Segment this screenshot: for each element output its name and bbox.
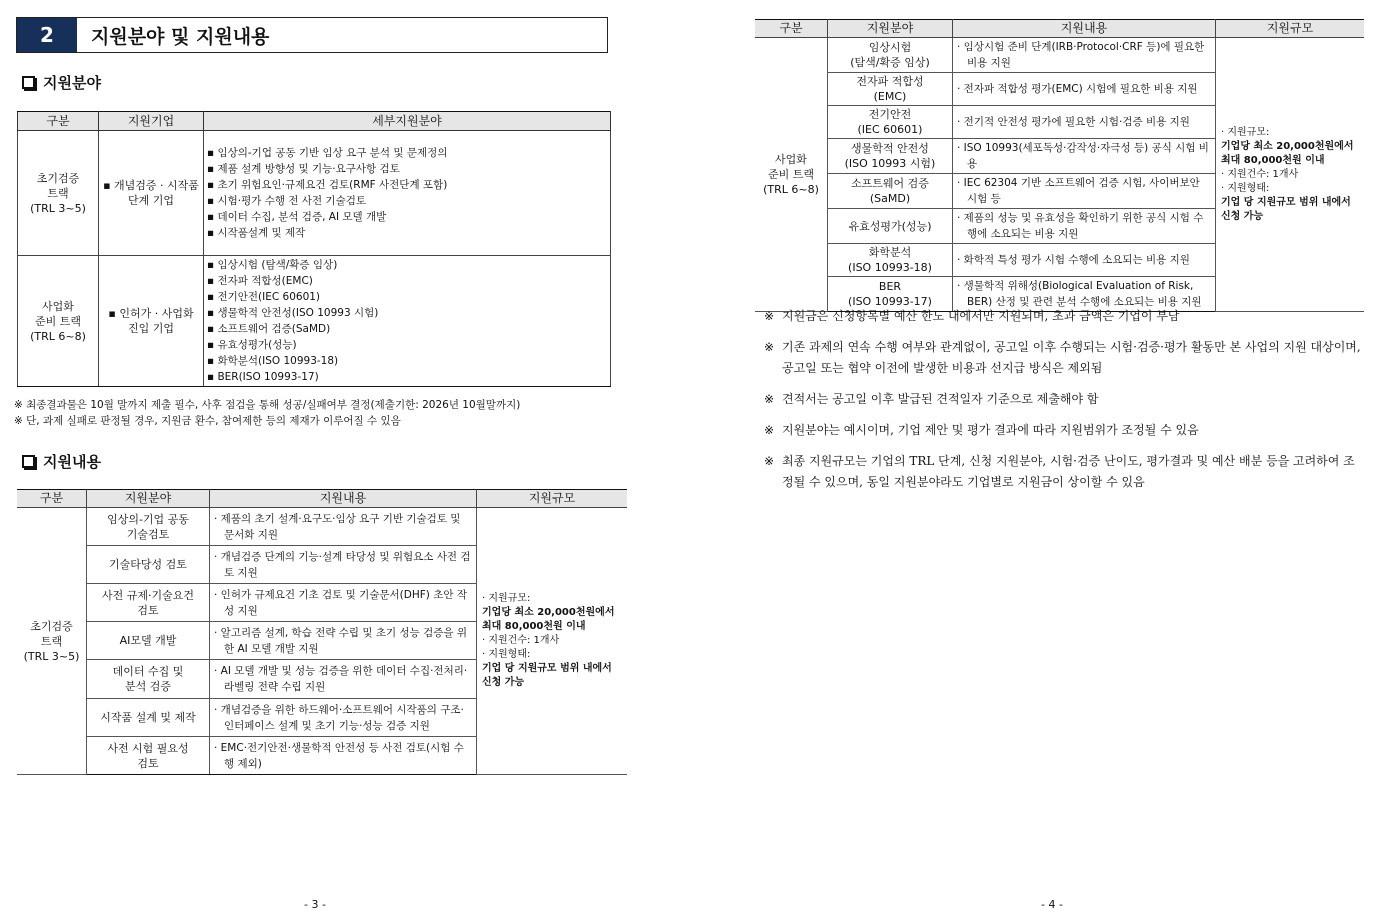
column-header: 지원내용	[953, 20, 1216, 38]
content-cell: · 임상시험 준비 단계(IRB·Protocol·CRF 등)에 필요한 비용 지원	[953, 38, 1216, 73]
support-field-notes	[14, 397, 520, 429]
note-line: ※ 단, 과제 실패로 판정될 경우, 지원금 환수, 참여제한 등의 제재가 이루어질 수 있음	[14, 415, 401, 427]
scale-line: 기업 당 지원규모 범위 내에서 신청 가능	[1221, 196, 1351, 222]
list-item: ▪ 시작품설계 및 제작	[207, 227, 306, 239]
page-number: - 4 -	[1041, 898, 1063, 911]
note-item	[764, 389, 1364, 410]
scale-cell	[1216, 38, 1365, 312]
column-header: 지원규모	[477, 490, 628, 508]
field-cell: 사전 규제·기술요건 검토	[87, 584, 210, 622]
list-item: ▪ 데이터 수집, 분석 검증, AI 모델 개발	[207, 211, 387, 223]
field-cell: 사전 시험 필요성 검토	[87, 737, 210, 775]
content-cell: · 전자파 적합성 평가(EMC) 시험에 필요한 비용 지원	[953, 73, 1216, 106]
section-number-badge: 2	[17, 18, 77, 52]
column-header: 구분	[755, 20, 828, 38]
table-header-row	[18, 112, 611, 131]
list-item: ▪ 전기안전(IEC 60601)	[207, 291, 321, 303]
column-header: 지원내용	[210, 490, 477, 508]
field-cell: 유효성평가(성능)	[828, 209, 953, 244]
field-cell: 화학분석 (ISO 10993-18)	[828, 244, 953, 277]
note-mark: ※	[764, 392, 775, 406]
field-cell: 전자파 적합성 (EMC)	[828, 73, 953, 106]
table-row	[18, 131, 611, 256]
note-text: 지원분야는 예시이며, 기업 제안 및 평가 결과에 따라 지원범위가 조정될 수 있음	[782, 423, 1199, 437]
field-cell: 생물학적 안전성 (ISO 10993 시험)	[828, 139, 953, 174]
note-item	[764, 451, 1364, 493]
subheading-label: 지원분야	[43, 74, 101, 92]
content-cell: · 전기적 안전성 평가에 필요한 시험·검증 비용 지원	[953, 106, 1216, 139]
company-cell: ▪ 개념검증 · 시작품 단계 기업	[99, 131, 204, 256]
content-cell: · 인허가 규제요건 기초 검토 및 기술문서(DHF) 초안 작성 지원	[210, 584, 477, 622]
note-mark: ※	[764, 454, 775, 468]
company-cell: ▪ 인허가 · 사업화 진입 기업	[99, 256, 204, 387]
list-item: ▪ 임상의-기업 공동 기반 임상 요구 분석 및 문제정의	[207, 147, 448, 159]
list-item: ▪ 생물학적 안전성(ISO 10993 시험)	[207, 307, 379, 319]
category-cell: 초기검증 트랙 (TRL 3~5)	[17, 508, 87, 775]
field-cell: 전기안전 (IEC 60601)	[828, 106, 953, 139]
scale-line: 기업 당 지원규모 범위 내에서 신청 가능	[482, 663, 612, 688]
scale-line: · 지원건수: 1개사	[1221, 168, 1299, 180]
scale-line: · 지원형태:	[482, 649, 531, 660]
column-header: 구분	[17, 490, 87, 508]
content-cell: · EMC·전기안전·생물학적 안전성 등 사전 검토(시험 수행 제외)	[210, 737, 477, 775]
field-cell: BER (ISO 10993-17)	[828, 277, 953, 312]
column-header: 지원분야	[87, 490, 210, 508]
note-mark: ※	[764, 340, 775, 354]
scale-cell	[477, 508, 628, 775]
items-cell	[204, 131, 611, 256]
table-header-row	[755, 20, 1364, 38]
table-row	[17, 508, 627, 546]
subheading-label: 지원내용	[43, 453, 101, 471]
scale-line: 기업당 최소 20,000천원에서 최대 80,000천원 이내	[1221, 140, 1354, 166]
note-text: 견적서는 공고일 이후 발급된 견적일자 기준으로 제출해야 함	[782, 392, 1099, 406]
note-item	[764, 337, 1364, 379]
checkbox-icon	[22, 76, 35, 89]
column-header: 구분	[18, 112, 99, 131]
content-cell: · AI 모델 개발 및 성능 검증을 위한 데이터 수집·전처리·라벨링 전략 수립 지원	[210, 660, 477, 699]
note-text: 지원금은 신청항목별 예산 한도 내에서만 지원되며, 초과 금액은 기업이 부담	[782, 309, 1180, 323]
section-title: 지원분야 및 지원내용	[91, 25, 270, 48]
field-cell: 기술타당성 검토	[87, 546, 210, 584]
list-item: ▪ 시험·평가 수행 전 사전 기술검토	[207, 195, 367, 207]
field-cell: 소프트웨어 검증 (SaMD)	[828, 174, 953, 209]
table-row	[18, 256, 611, 387]
list-item: ▪ 전자파 적합성(EMC)	[207, 275, 313, 287]
column-header: 지원규모	[1216, 20, 1365, 38]
scale-line: · 지원규모:	[1221, 126, 1270, 138]
category-cell: 초기검증 트랙 (TRL 3~5)	[18, 131, 99, 256]
content-cell: · IEC 62304 기반 소프트웨어 검증 시험, 사이버보안 시험 등	[953, 174, 1216, 209]
list-item: ▪ BER(ISO 10993-17)	[207, 371, 319, 383]
list-item: ▪ 초기 위험요인·규제요건 검토(RMF 사전단계 포함)	[207, 179, 448, 191]
items-cell	[204, 256, 611, 387]
note-item	[764, 420, 1364, 441]
page-4-notes	[764, 306, 1364, 503]
note-text: 기존 과제의 연속 수행 여부와 관계없이, 공고일 이후 수행되는 시험·검증·평가 활동만 본 사업의 지원 대상이며, 공고일 또는 협약 이전에 발생한 비용과 선지급 방식은 제외됨	[782, 340, 1361, 375]
subheading-support-field	[22, 72, 101, 93]
page-3	[0, 0, 690, 919]
content-cell: · 제품의 초기 설계·요구도·임상 요구 기반 기술검토 및 문서화 지원	[210, 508, 477, 546]
content-cell: · 개념검증 단계의 기능·설계 타당성 및 위험요소 사전 검토 지원	[210, 546, 477, 584]
content-cell: · 제품의 성능 및 유효성을 확인하기 위한 공식 시험 수행에 소요되는 비용 지원	[953, 209, 1216, 244]
field-cell: 임상시험 (탐색/확증 임상)	[828, 38, 953, 73]
field-cell: 임상의-기업 공동 기술검토	[87, 508, 210, 546]
column-header: 지원기업	[99, 112, 204, 131]
content-cell: · 알고리즘 설계, 학습 전략 수립 및 초기 성능 검증을 위한 AI 모델 개발 지원	[210, 622, 477, 660]
support-content-table-commercial	[755, 19, 1364, 312]
note-text: 최종 지원규모는 기업의 TRL 단계, 신청 지원분야, 시험·검증 난이도, 평가결과 및 예산 배분 등을 고려하여 조정될 수 있으며, 동일 지원분야라도 기업별로 지원금이 상이할 수 있음	[782, 454, 1355, 489]
note-mark: ※	[764, 423, 775, 437]
list-item: ▪ 유효성평가(성능)	[207, 339, 297, 351]
scale-line: · 지원건수: 1개사	[482, 635, 560, 646]
note-item	[764, 306, 1364, 327]
note-line: ※ 최종결과물은 10월 말까지 제출 필수, 사후 점검을 통해 성공/실패여부 결정(제출기한: 2026년 10월말까지)	[14, 399, 521, 411]
column-header: 세부지원분야	[204, 112, 611, 131]
section-header	[16, 17, 608, 53]
column-header: 지원분야	[828, 20, 953, 38]
support-field-table	[17, 111, 611, 387]
content-cell: · ISO 10993(세포독성·감작성·자극성 등) 공식 시험 비용	[953, 139, 1216, 174]
field-cell: 시작품 설계 및 제작	[87, 699, 210, 737]
field-cell: AI모델 개발	[87, 622, 210, 660]
table-header-row	[17, 490, 627, 508]
content-cell: · 개념검증을 위한 하드웨어·소프트웨어 시작품의 구조·인터페이스 설계 및 초기 기능·성능 검증 지원	[210, 699, 477, 737]
scale-line: 기업당 최소 20,000천원에서 최대 80,000천원 이내	[482, 607, 615, 632]
field-cell: 데이터 수집 및 분석 검증	[87, 660, 210, 699]
list-item: ▪ 화학분석(ISO 10993-18)	[207, 355, 339, 367]
checkbox-icon	[22, 455, 35, 468]
content-cell: · 생물학적 위해성(Biological Evaluation of Risk, BER) 산정 및 관련 분석 수행에 소요되는 비용 지원	[953, 277, 1216, 312]
list-item: ▪ 소프트웨어 검증(SaMD)	[207, 323, 331, 335]
category-cell: 사업화 준비 트랙 (TRL 6~8)	[18, 256, 99, 387]
page-number: - 3 -	[304, 898, 326, 911]
subheading-support-content	[22, 451, 101, 472]
scale-line: · 지원규모:	[482, 593, 531, 604]
table-row	[755, 38, 1364, 73]
content-cell: · 화학적 특성 평가 시험 수행에 소요되는 비용 지원	[953, 244, 1216, 277]
note-mark: ※	[764, 309, 775, 323]
list-item: ▪ 제품 설계 방향성 및 기능·요구사항 검토	[207, 163, 400, 175]
support-content-table-early	[17, 489, 627, 775]
scale-line: · 지원형태:	[1221, 182, 1270, 194]
list-item: ▪ 임상시험 (탐색/확증 임상)	[207, 259, 338, 271]
category-cell: 사업화 준비 트랙 (TRL 6~8)	[755, 38, 828, 312]
